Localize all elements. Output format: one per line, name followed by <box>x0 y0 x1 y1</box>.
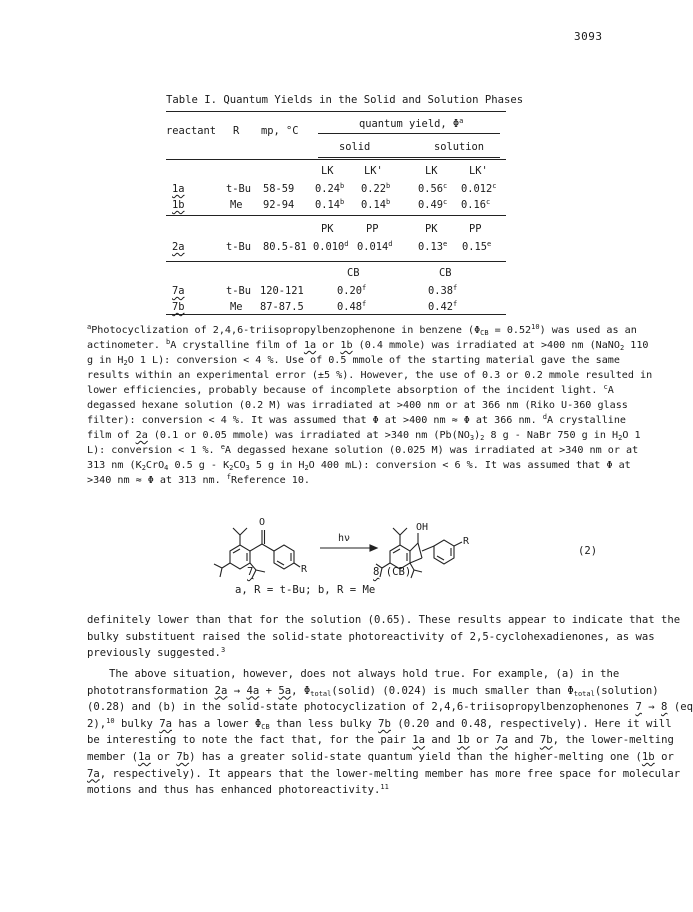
group1-label-2: LK' <box>364 165 383 177</box>
reactant-structure-7 <box>214 528 300 578</box>
value-7b-1: 0.48$^f$ <box>337 300 367 313</box>
compound-label-8: 8 (CB) <box>373 566 412 578</box>
compound-label-7: 7 <box>247 566 254 578</box>
table-bottom-rule <box>166 314 506 315</box>
group3-label-2: CB <box>439 267 452 279</box>
reactant-7b: 7b <box>172 301 185 313</box>
group1-bottom-rule <box>166 215 506 216</box>
footnote-line: results within an experimental error (±5 %). However, the use of 0.3 or 0.2 mmole resulted in <box>87 370 653 381</box>
quantum-yield-rule <box>318 133 500 134</box>
r-2a: t-Bu <box>226 241 252 253</box>
page-number: 3093 <box>574 30 603 43</box>
text-line: motions and thus has enhanced photoreactivity.$^{11}$ <box>87 783 389 797</box>
r-label-right: R <box>463 536 470 547</box>
group2-label-1: PK <box>321 223 334 235</box>
reactant-7a: 7a <box>172 285 185 297</box>
group1-label-1: LK <box>321 165 334 177</box>
footnote-line: lower efficiencies, probably because of incomplete absorption of the incident light. $^c$A <box>87 383 614 396</box>
header-solution: solution <box>434 141 485 153</box>
text-line: previously suggested.$^3$ <box>87 646 226 660</box>
value-2a-2: 0.014$^d$ <box>357 240 393 253</box>
equation-number: (2) <box>578 545 598 557</box>
substituent-caption: a, R = t-Bu; b, R = Me <box>235 584 376 596</box>
body-paragraph-1 <box>87 612 681 662</box>
table-title: Table I. Quantum Yields in the Solid and Solution Phases <box>166 94 524 106</box>
group1-label-4: LK' <box>469 165 488 177</box>
value-7b-2: 0.42$^f$ <box>428 300 458 313</box>
text-line: phototransformation 2a → 4a + 5a, $\Phi_{total}(solid)$ (0.024) is much smaller than $\Phi_{total}(solution)$ <box>87 684 659 698</box>
value-2a-4: 0.15e <box>462 240 492 253</box>
mp-7a: 120-121 <box>260 285 304 297</box>
group1-label-3: LK <box>425 165 438 177</box>
footnote-line: degassed hexane solution (0.2 M) was irradiated at >400 nm or at 366 nm (Riko U-360 glass <box>87 400 628 411</box>
group2-label-4: PP <box>469 223 482 235</box>
value-2a-3: 0.13e <box>418 240 448 253</box>
text-line: member (1a or 7b) has a greater solid-state quantum yield than the higher-melting one (1b or <box>87 750 674 763</box>
footnote-line: >340 nm ≈ Φ at 313 nm. $^f$Reference 10. <box>87 473 311 486</box>
r-label-left: R <box>301 564 308 575</box>
body-paragraph-2 <box>87 666 693 799</box>
reactant-1a: 1a <box>172 183 185 195</box>
table-top-rule <box>166 111 506 112</box>
reactant-2a: 2a <box>172 241 185 253</box>
value-7a-2: 0.38$^f$ <box>428 284 458 297</box>
r-1a: t-Bu <box>226 183 252 195</box>
value-1b-2: 0.14$^b$ <box>361 198 391 211</box>
footnote-line: film of 2a (0.1 or 0.05 mmole) was irradiated at >340 nm ($Pb(NO_3)_2$ 8 g - NaBr 750 g in $H_2O$ 1 <box>87 430 641 442</box>
mp-2a: 80.5-81 <box>263 241 307 253</box>
value-1b-3: 0.49$^c$ <box>418 198 448 211</box>
footnote-line: L): conversion < 1 %. $^e$A degassed hexane solution (0.025 M) was irradiated at >340 nm or at <box>87 443 639 456</box>
footnote-line: 313 nm ($K_2CrO_4$ 0.5 g - $K_2CO_3$ 5 g in $H_2O$ 400 mL): conversion < 6 %. It was assumed that Φ at <box>87 460 631 472</box>
text-line: definitely lower than that for the solution (0.65). These results appear to indicate that the <box>87 614 681 626</box>
footnote-line: g in $H_2O$ 1 L): conversion < 4 %. Use of 0.5 mmole of the starting material gave the same <box>87 355 620 367</box>
value-1b-4: 0.16$^c$ <box>461 198 491 211</box>
group2-label-3: PK <box>425 223 438 235</box>
table-footnotes <box>87 323 653 488</box>
reactant-1b: 1b <box>172 199 185 211</box>
value-1a-1: 0.24$^b$ <box>315 182 345 195</box>
header-mp: mp, °C <box>261 125 299 137</box>
r-7a: t-Bu <box>226 285 252 297</box>
text-line: The above situation, however, does not always hold true. For example, (a) in the <box>109 668 620 680</box>
mp-7b: 87-87.5 <box>260 301 304 313</box>
value-1b-1: 0.14$^b$ <box>315 198 345 211</box>
footnote-line: $^a$Photocyclization of 2,4,6-triisopropylbenzophenone in benzene $(\Phi_{CB} = 0.52^{10})$ was used as an <box>87 323 637 337</box>
oxygen-label: O <box>259 517 266 528</box>
value-1a-4: 0.012$^c$ <box>461 182 497 195</box>
footnote-line: actinometer. $^b$A crystalline film of 1a or 1b (0.4 mmole) was irradiated at >400 nm (NaNO$_2$ 110 <box>87 338 649 352</box>
group2-bottom-rule <box>166 261 506 262</box>
text-line: 2),$^{10}$ bulky 7a has a lower $\Phi_{CB}$ than less bulky 7b (0.20 and 0.48, respectively). Here it will <box>87 716 672 731</box>
value-1a-2: 0.22$^b$ <box>361 182 391 195</box>
mp-1b: 92-94 <box>263 199 295 211</box>
arrow-label-hv: hν <box>338 533 351 544</box>
value-2a-1: 0.010$^d$ <box>313 240 349 253</box>
header-bottom-rule <box>166 159 506 160</box>
header-r: R <box>233 125 240 137</box>
footnote-line: filter): conversion < 4 %. It was assumed that Φ at >400 nm ≈ Φ at 366 nm. $^d$A crystalline <box>87 413 627 426</box>
solid-solution-rule <box>318 157 500 158</box>
group2-label-2: PP <box>366 223 379 235</box>
text-line: bulky substituent raised the solid-state photoreactivity of 2,5-cyclohexadienones, as was <box>87 630 655 643</box>
value-1a-3: 0.56$^c$ <box>418 182 448 195</box>
reaction-arrow <box>320 545 377 551</box>
text-line: 7a, respectively). It appears that the lower-melting member has more free space for molecular <box>87 767 681 780</box>
header-reactant: reactant <box>166 125 217 137</box>
group3-label-1: CB <box>347 267 360 279</box>
r-7b: Me <box>230 301 243 313</box>
r-1b: Me <box>230 199 243 211</box>
header-quantum-yield: quantum yield, $\Phi^a$ <box>359 117 464 130</box>
mp-1a: 58-59 <box>263 183 295 195</box>
text-line: be interesting to note the fact that, for the pair 1a and 1b or 7a and 7b, the lower-melting <box>87 734 674 747</box>
text-line: (0.28) and (b) in the solid-state photocyclization of 2,4,6-triisopropylbenzophenones 7 → 8 (eq <box>87 701 693 714</box>
value-7a-1: 0.20$^f$ <box>337 284 367 297</box>
hydroxyl-label: OH <box>416 522 429 533</box>
header-solid: solid <box>339 141 371 153</box>
